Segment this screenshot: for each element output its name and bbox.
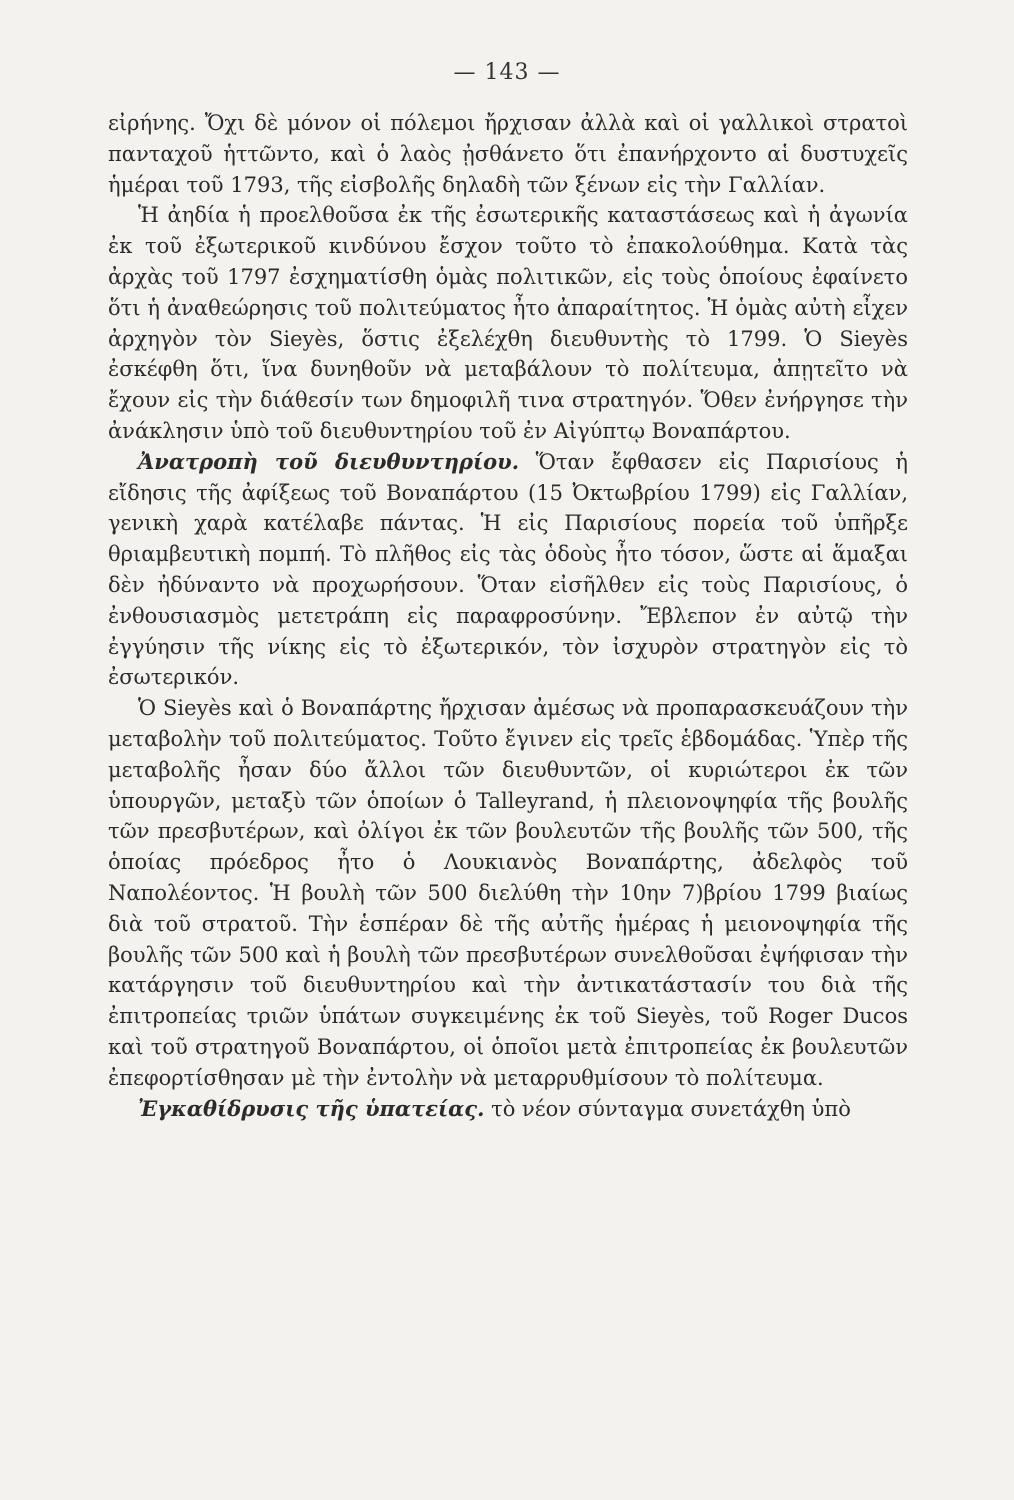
paragraph-2-text: Ἡ ἀηδία ἡ προελθοῦσα ἐκ τῆς ἐσωτερικῆς καταστάσεως καὶ ἡ ἀγωνία ἐκ τοῦ ἐξωτερικοῦ κινδύνου ἔσχον τοῦτο τὸ ἐπακολούθημα. Κατὰ τὰς ἀρχὰς τοῦ 1797 ἐσχηματίσθη ὁμὰς πολιτικῶν, εἰς τοὺς ὁποίους ἐφαίνετο ὅτι ἡ ἀναθεώρησις τοῦ πολιτεύματος ἦτο ἀπαραίτητος. Ἡ ὁμὰς αὐτὴ εἶχεν ἀρχηγὸν τὸν Sieyès, ὅστις ἐξελέχθη διευθυντὴς τὸ 1799. Ὁ Sieyès ἐσκέφθη ὅτι, ἵνα δυνηθοῦν νὰ μεταβάλουν τὸ πολίτευμα, ἀπῃτεῖτο νὰ ἔχουν εἰς τὴν διάθεσίν των δημοφιλῆ τινα στρατηγόν. Ὅθεν ἐνήργησε τὴν ἀνάκλησιν ὑπὸ τοῦ διευθυντηρίου τοῦ ἐν Αἰγύπτῳ Βοναπάρτου. — [108, 203, 908, 443]
paragraph-1 — [108, 108, 908, 200]
paragraph-2 — [108, 200, 908, 446]
paragraph-3 — [108, 447, 908, 693]
body-text — [108, 108, 908, 1124]
paragraph-5 — [108, 1094, 908, 1125]
paragraph-3-text: Ὅταν ἔφθασεν εἰς Παρισίους ἡ εἴδησις τῆς ἀφίξεως τοῦ Βοναπάρτου (15 Ὀκτωβρίου 1799) εἰς Γαλλίαν, γενικὴ χαρὰ κατέλαβε πάντας. Ἡ εἰς Παρισίους πορεία τοῦ ὑπῆρξε θριαμβευτικὴ πομπή. Τὸ πλῆθος εἰς τὰς ὁδοὺς ἦτο τόσον, ὥστε αἱ ἅμαξαι δὲν ἠδύναντο νὰ προχωρήσουν. Ὅταν εἰσῆλθεν εἰς τοὺς Παρισίους, ὁ ἐνθουσιασμὸς μετετράπη εἰς παραφροσύνην. Ἔβλεπον ἐν αὐτῷ τὴν ἐγγύησιν τῆς νίκης εἰς τὸ ἐξωτερικόν, τὸν ἰσχυρὸν στρατηγὸν εἰς τὸ ἐσωτερικόν. — [108, 449, 908, 690]
paragraph-1-text: εἰρήνης. Ὄχι δὲ μόνον οἱ πόλεμοι ἤρχισαν ἀλλὰ καὶ οἱ γαλλικοὶ στρατοὶ πανταχοῦ ἡττῶντο, καὶ ὁ λαὸς ᾐσθάνετο ὅτι ἐπανήρχοντο αἱ δυστυχεῖς ἡμέραι τοῦ 1793, τῆς εἰσβολῆς δηλαδὴ τῶν ξένων εἰς τὴν Γαλλίαν. — [108, 111, 908, 197]
paragraph-4 — [108, 693, 908, 1093]
paragraph-5-text: τὸ νέον σύνταγμα συνετάχθη ὑπὸ — [491, 1096, 851, 1121]
section-heading-consulate: Ἐγκαθίδρυσις τῆς ὑπατείας. — [138, 1095, 485, 1121]
paragraph-4-text: Ὁ Sieyès καὶ ὁ Βοναπάρτης ἤρχισαν ἀμέσως νὰ προπαρασκευάζουν τὴν μεταβολὴν τοῦ πολιτεύματος. Τοῦτο ἔγινεν εἰς τρεῖς ἑβδομάδας. Ὑπὲρ τῆς μεταβολῆς ἦσαν δύο ἄλλοι τῶν διευθυντῶν, οἱ κυριώτεροι ἐκ τῶν ὑπουργῶν, μεταξὺ τῶν ὁποίων ὁ Talleyrand, ἡ πλειονοψηφία τῆς βουλῆς τῶν πρεσβυτέρων, καὶ ὀλίγοι ἐκ τῶν βουλευτῶν τῆς βουλῆς τῶν 500, τῆς ὁποίας πρόεδρος ἦτο ὁ Λουκιανὸς Βοναπάρτης, ἀδελφὸς τοῦ Ναπολέοντος. Ἡ βουλὴ τῶν 500 διελύθη τὴν 10ην 7)βρίου 1799 βιαίως διὰ τοῦ στρατοῦ. Τὴν ἑσπέραν δὲ τῆς αὐτῆς ἡμέρας ἡ μειονοψηφία τῆς βουλῆς τῶν 500 καὶ ἡ βουλὴ τῶν πρεσβυτέρων συνελθοῦσαι ἐψήφισαν τὴν κατάργησιν τοῦ διευθυντηρίου καὶ τὴν ἀντικατάστασίν του διὰ τῆς ἐπιτροπείας τριῶν ὑπάτων συγκειμένης ἐκ τοῦ Sieyès, τοῦ Roger Ducos καὶ τοῦ στρατηγοῦ Βοναπάρτου, οἱ ὁποῖοι μετὰ ἐπιτροπείας ἐκ βουλευτῶν ἐπεφορτίσθησαν μὲ τὴν ἐντολὴν νὰ μεταρρυθμίσουν τὸ πολίτευμα. — [108, 696, 908, 1090]
page-number: — 143 — — [453, 60, 561, 85]
section-heading-overthrow: Ἀνατροπὴ τοῦ διευθυντηρίου. — [138, 448, 520, 474]
